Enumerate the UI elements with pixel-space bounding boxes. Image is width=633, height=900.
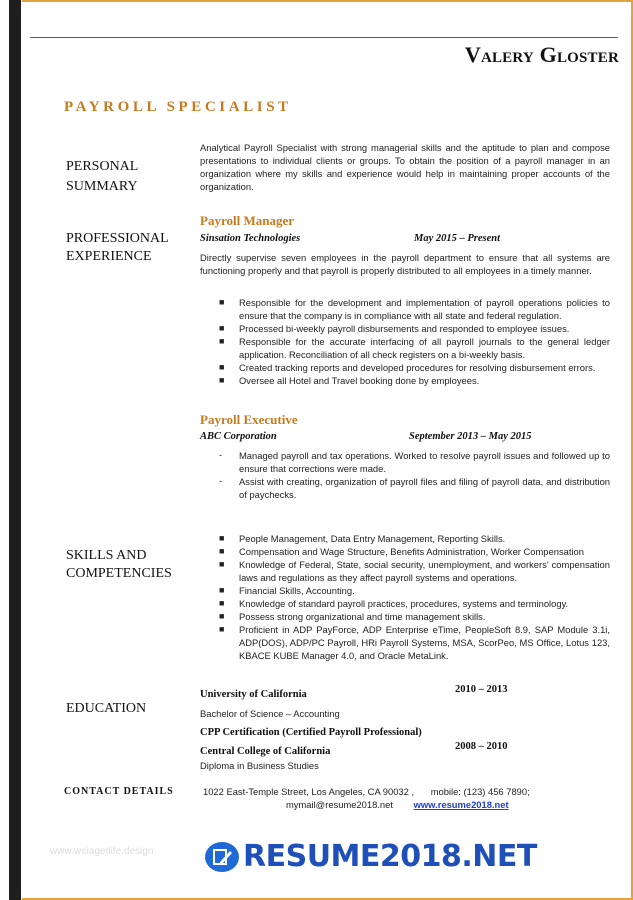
list-item: - Assist with creating, organization of payroll files and filing of payroll data, and distribution of paychecks.: [219, 476, 610, 500]
education-school: CPP Certification (Certified Payroll Professional): [200, 727, 422, 738]
job-title-1: Payroll Manager: [200, 213, 294, 228]
education-entry-2: [200, 722, 620, 740]
job-role-title: PAYROLL SPECIALIST: [64, 99, 292, 115]
education-school: University of California: [200, 689, 307, 700]
education-dates: 2010 – 2013: [455, 684, 508, 695]
education-entry-3: [200, 741, 620, 771]
list-item: ■ Created tracking reports and developed procedures for resolving disbursement errors.: [219, 362, 596, 373]
left-accent-bar: [9, 0, 21, 900]
list-item: ■ Processed bi-weekly payroll disbursements and responded to employee issues.: [219, 323, 570, 334]
section-heading-contact: CONTACT DETAILS: [64, 786, 174, 797]
contact-line-2: [200, 798, 620, 811]
ghost-watermark-text: www.weiagetlife.design: [50, 846, 154, 857]
list-item: ■ Knowledge of Federal, State, social security, unemployment, and workers' compensation laws and regulations as they affect payroll systems and operations.: [219, 559, 610, 583]
contact-website-link[interactable]: www.resume2018.net: [413, 799, 509, 810]
job-title-2: Payroll Executive: [200, 412, 298, 427]
job-dates-2: September 2013 – May 2015: [409, 431, 532, 442]
section-heading-summary: PERSONAL SUMMARY: [66, 159, 139, 194]
list-item: ■ Proficient in ADP PayForce, ADP Enterprise eTime, PeopleSoft 8.9, SAP Module 3.1i, ADP(DOS), ADP/PC Payroll, HRi Payroll Systems, MSA, ScorPeo, MS Office, Lotus 123, KBACE KUBE Manager 4.0, and Oracle MetaLink.: [219, 624, 610, 661]
contact-email: mymail@resume2018.net: [286, 799, 393, 810]
section-heading-experience: PROFESSIONAL EXPERIENCE: [66, 231, 169, 264]
summary-text: Analytical Payroll Specialist with strong managerial skills and the aptitude to plan and compose presentations to individual clients or groups. To obtain the position of a payroll manager in an organization where my skills and experience would help in maintaining proper accounts of the organization.: [200, 142, 610, 192]
contact-mobile: mobile: (123) 456 7890;: [430, 786, 530, 797]
job-description-1: Directly supervise seven employees in the payroll department to ensure that all systems are functioning properly and that payroll is properly distributed to all employees in a timely manner.: [200, 252, 610, 276]
list-item: ■ Possess strong organizational and time management skills.: [219, 611, 486, 622]
watermark-brand-text: RESUME2018.NET: [243, 839, 537, 874]
contact-line-1: [200, 785, 620, 798]
job-company-1: Sinsation Technologies: [200, 233, 301, 244]
contact-address: 1022 East-Temple Street, Los Angeles, CA 90032 ,: [203, 786, 415, 797]
list-item: ■ Responsible for the development and implementation of payroll operations policies to ensure that the company is in compliance with all state and federal regulation.: [219, 297, 610, 321]
list-item: ■ People Management, Data Entry Management, Reporting Skills.: [219, 533, 506, 544]
job-bullets-2: [200, 449, 610, 501]
list-item: ■ Knowledge of standard payroll practices, procedures, systems and terminology.: [219, 598, 569, 609]
list-item: ■ Responsible for the accurate interfacing of all payroll journals to the general ledger application. Reconciliation of all check registers on a bi-weekly basis.: [219, 336, 610, 360]
education-dates: 2008 – 2010: [455, 741, 508, 752]
education-detail: Diploma in Business Studies: [200, 760, 319, 771]
candidate-name: Valery Gloster: [464, 42, 619, 67]
resume-watermark: [205, 838, 537, 876]
job-dates-1: May 2015 – Present: [414, 233, 501, 244]
list-item: - Managed payroll and tax operations. Worked to resolve payroll issues and followed up to ensure that corrections were made.: [219, 450, 610, 474]
job-company-2: ABC Corporation: [200, 431, 277, 442]
education-detail: Bachelor of Science – Accounting: [200, 708, 340, 719]
list-item: ■ Oversee all Hotel and Travel booking done by employees.: [219, 375, 480, 386]
skills-list: [200, 532, 610, 662]
education-school: Central College of California: [200, 746, 331, 757]
header-rule: [30, 37, 618, 38]
section-heading-education: EDUCATION: [66, 701, 147, 716]
education-entry-1: [200, 684, 620, 719]
pen-document-icon: [205, 842, 239, 872]
job-meta-1: [200, 233, 620, 244]
list-item: ■ Financial Skills, Accounting.: [219, 585, 355, 596]
section-heading-skills: SKILLS AND COMPETENCIES: [66, 548, 172, 581]
job-meta-2: [200, 431, 620, 442]
job-bullets-1: [200, 296, 610, 387]
list-item: ■ Compensation and Wage Structure, Benefits Administration, Worker Compensation: [219, 546, 584, 557]
